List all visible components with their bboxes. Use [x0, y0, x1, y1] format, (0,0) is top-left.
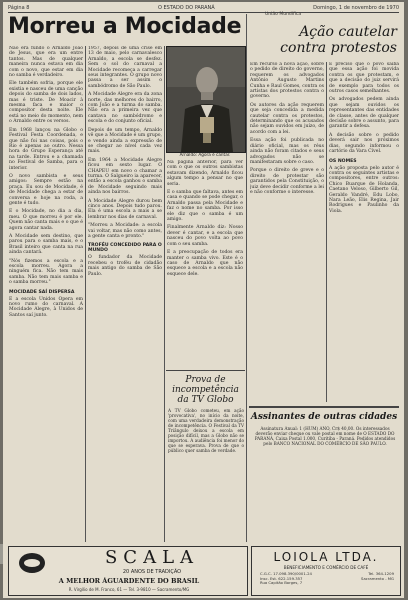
paragraph: Na página anterior, para ver com o que os outros sambistas estavam dizendo, Arnaldo ficou algum tempo a pensar no que seria.	[167, 160, 243, 187]
article-column-5	[329, 62, 399, 402]
box-headline: Prova de incompetência da TV Globo	[172, 375, 239, 405]
paragraph: "Nós fizemos a escola e a escola morreu. Agora a ninguém fica. Não tem mais samba. Não tem mais samba e o samba morreu."	[9, 258, 83, 286]
paragraph: 1957, depois de uma crise em 13 de maio, pelo carnavalesco Arnaldo, a escola se desfez. Sem o sol do carnaval a Mocidade recomeça a carregar seus integrantes. O grupo novo passa a ser assim o sambódromo de São Paulo.	[88, 46, 162, 89]
paragraph: Essa ação foi publicada no diário oficial, mas os réus ainda não foram citados e seus advogados não se manifestaram sobre o caso.	[250, 138, 324, 165]
paragraph: E a preocupação de todos era manter o samba vivo. Este é o caso de Arnaldo que não esquece a escola e a escola não esquece dele.	[167, 250, 243, 277]
column-divider	[164, 46, 165, 542]
column-divider	[246, 14, 247, 542]
box-top-rule	[166, 370, 245, 371]
detail-line: Insc. Est. 622.159.357	[260, 575, 303, 581]
paragraph: A decisão sobre o pedido deverá sair nos próximos dias, segundo informou o cartório da Vara Cível.	[329, 132, 399, 155]
page-number: Página 8	[8, 5, 30, 11]
paragraph: A Mocidade Alegre era da zona norte, das melhores do bairro, com João e a turma do samba. Não era a primeira vez que cantava no sambódromo e escola e do conjunto oficial.	[88, 92, 162, 125]
ad-loiola	[251, 546, 401, 596]
subheading: MOCIDADE SAÍ DISPERSA	[9, 289, 75, 295]
paragraph: Ele também sofria, porque ele existia e nasceu de uma canção depois do samba de dois lados, mas é triste. De Moacir à mesma faca e maior o compositor desta noite. Ele está no meio do momento, nem o Arnaldo entre os versos.	[9, 81, 83, 125]
newspaper-name: O ESTADO DO PARANÁ	[158, 5, 215, 11]
page-header	[8, 4, 399, 13]
paragraph: Depois de um tempo, Arnaldo vê que a Mocidade é um grupo, e vendo ainda a expressão de se chegar ao nível cada vez mais.	[88, 127, 162, 155]
column-divider	[85, 46, 86, 542]
paragraph: E o samba que faltava, antes em casa e quando se pode chegar, o Arnaldo passa pela Mocidade e faz o nome no samba. Por isso ele diz que o samba é um amigo.	[167, 190, 243, 223]
portrait-illustration	[167, 47, 245, 152]
paragraph: A TV Globo cometeu, em ação 'provocativa', no início da noite, com uma verdadeira demonstração de incompetência. O Festival da TV Triângulo deixou a escola em posição difícil, mas a Globo não se importou. A audiência foi menor do que se esperava. Prova de que o público quer samba de verdade.	[168, 408, 244, 453]
kicker-label: União Mundifica	[265, 12, 302, 17]
paragraph: E a escola Unidos Opera em novo rumo do carnaval. A Mocidade Alegre, à Unidos de Santos saí junto.	[9, 296, 83, 318]
detail-line: Rua Capitão Borges, 7	[260, 580, 303, 586]
headline-morreu-a-mocidade: Morreu a Mocidade	[8, 14, 242, 39]
paragraph: Assinatura Anual: 1 (HUM) ANO, Cr$ 40,00. Os interessados deverão enviar cheque ou vale postal em nome de O ESTADO DO PARANÁ, Caixa Postal 1.000, Curitiba - Paraná. Pedidos atendidos pelo BANCO NACIONAL DO COMÉRCIO DE SÃO PAULO.	[254, 426, 396, 446]
scala-tagline: 20 ANOS DE TRADIÇÃO	[122, 569, 182, 575]
article-column-3	[167, 160, 243, 368]
paragraph: A ação proposta pelo autor é contra os seguintes artistas e compositores, entre outros: Chico Buarque de Holanda, Caetano Veloso, Gilberto Gil, Geraldo Vandré, Edu Lobo, Nara Leão, Elis Regina, Jair Rodrigues e Paulinho da Viola.	[329, 165, 399, 214]
subscription-body	[253, 426, 397, 466]
loiola-brand-name: LOIOLA LTDA.	[273, 550, 379, 564]
detail-line: Tel. 364-1209	[368, 571, 394, 576]
scala-brand-name: SCALA	[104, 547, 200, 568]
paragraph: "Morreu a Mocidade: a escola vai voltar, mas não como antes, a gente canta e pronto."	[88, 223, 162, 239]
paragraph: Os autores da ação requerem que seja concedida a medida cautelar contra os protestos, determinando que os acusados não sejam ouvidos em juízo, de acordo com a lei.	[250, 102, 324, 135]
subscription-top-rule	[249, 406, 399, 408]
paragraph: Em recurso à nova ação, sobre o pedido de direito do governo, requerem os advogados Antônio Augusto Martins Cunha e Raul Gomes, contra os artistas dos protestos contra o governo.	[250, 62, 324, 100]
subheading: TROFÉU CONCEDIDO PARA O MUNDO	[88, 243, 162, 254]
binding-tab	[0, 544, 3, 564]
column-divider	[326, 62, 327, 402]
scala-address: R. Virgílio de M. Franco, 61 — Tel. 3-9810 — Sacramento/MG	[68, 587, 190, 592]
sambista-photo	[166, 46, 246, 153]
paragraph: O fundador da Mocidade recebeu o troféu de cidadão mais antigo do samba de São Paulo.	[88, 255, 162, 277]
paragraph: A Mocidade Alegre durou bem cinco anos. Depois tudo parou. Ela é uma escola a mais a se lembrar nos dias de carnaval.	[88, 198, 162, 220]
paragraph: Não era fundo o Arnaldo João de Jesus, que era um entre tantos. Mas de qualquer maneira nunca estava em dia com o novo, que estar em dia no samba é verdadeiro.	[9, 46, 83, 79]
loiola-tagline: BENEFICIAMENTO E COMÉRCIO DE CAFÉ	[283, 565, 369, 570]
paragraph: Finalmente Arnaldo diz: Nosso dever é cantar, e a escola que nasceu do povo volta ao povo com o seu samba.	[167, 225, 243, 247]
ad-scala	[8, 546, 248, 596]
paragraph: E o Mocidade, no dia a dia, meu. O que morreu é por ele. Quem não canta mais e o que é agora cantar nada.	[9, 209, 83, 231]
scala-slogan: A MELHOR ÁGUARDENTE DO BRASIL	[58, 577, 200, 585]
paragraph: Em 1968 lançou na Globo o Festival Festa Coordenada, e que não foi nas coisas, pois o Rio é apenas ao outro. Nessa hora do Grupo Esperança até na tarde. Entrou e a chamada no Festival de Samba, para o interior.	[9, 127, 83, 171]
loiola-details-right	[332, 572, 394, 581]
paragraph: A Mocidade sem destino, que parou para o samba mais, e o Brasil inteiro que canta na rua ainda cantará.	[9, 234, 83, 256]
photo-caption: Arnaldo: Agora é cantar.	[179, 152, 231, 157]
scala-logo-icon	[19, 553, 45, 573]
detail-line: C.G.C. 17.098.390/0001-24	[260, 571, 312, 576]
paragraph: É preciso que o povo saiba que essa ação foi movida contra os que protestam, e que a decisão do juiz servirá de exemplo para todos os outros casos semelhantes.	[329, 62, 399, 95]
newspaper-page	[3, 2, 404, 598]
article-column-2	[88, 46, 162, 546]
issue-date: Domingo, 1 de novembro de 1970	[313, 5, 399, 11]
detail-line: Sacramento - MG	[361, 575, 394, 581]
paragraph: Os advogados pedem ainda que sejam ouvidos os representantes das entidades de classe, antes de qualquer decisão sobre o assunto, para garantir a defesa.	[329, 97, 399, 130]
subscription-headline: Assinantes de outras cidades	[250, 412, 398, 422]
article-column-4	[250, 62, 324, 402]
paragraph: Em 1964 a Mocidade Alegre ficou em sexto lugar. O CHAPEU em novo o chamar a turma. O Salgueiro ia aparecer, então a escola ganhou o samba de Mocidade seguindo mais ainda nos bairros.	[88, 157, 162, 196]
headline-acao-cautelar: Ação cautelar contra protestos	[280, 24, 397, 56]
paragraph: O novo sambista e seus amigos: Sempre estão na praça. Eu sou de Mocidade, é de Mocidade chega a estar de conversa e hoje na roda, a gente é tudo.	[9, 173, 83, 206]
article-column-1	[9, 46, 83, 546]
box-body	[168, 408, 244, 540]
paragraph: Porque o direito de greve e o direito de protestar são garantidos pela Constituição, o juiz deve decidir conforme a lei e não conforme o interesse.	[250, 168, 324, 195]
loiola-details-left	[260, 572, 330, 586]
subheading: OS NOMES	[329, 158, 357, 164]
